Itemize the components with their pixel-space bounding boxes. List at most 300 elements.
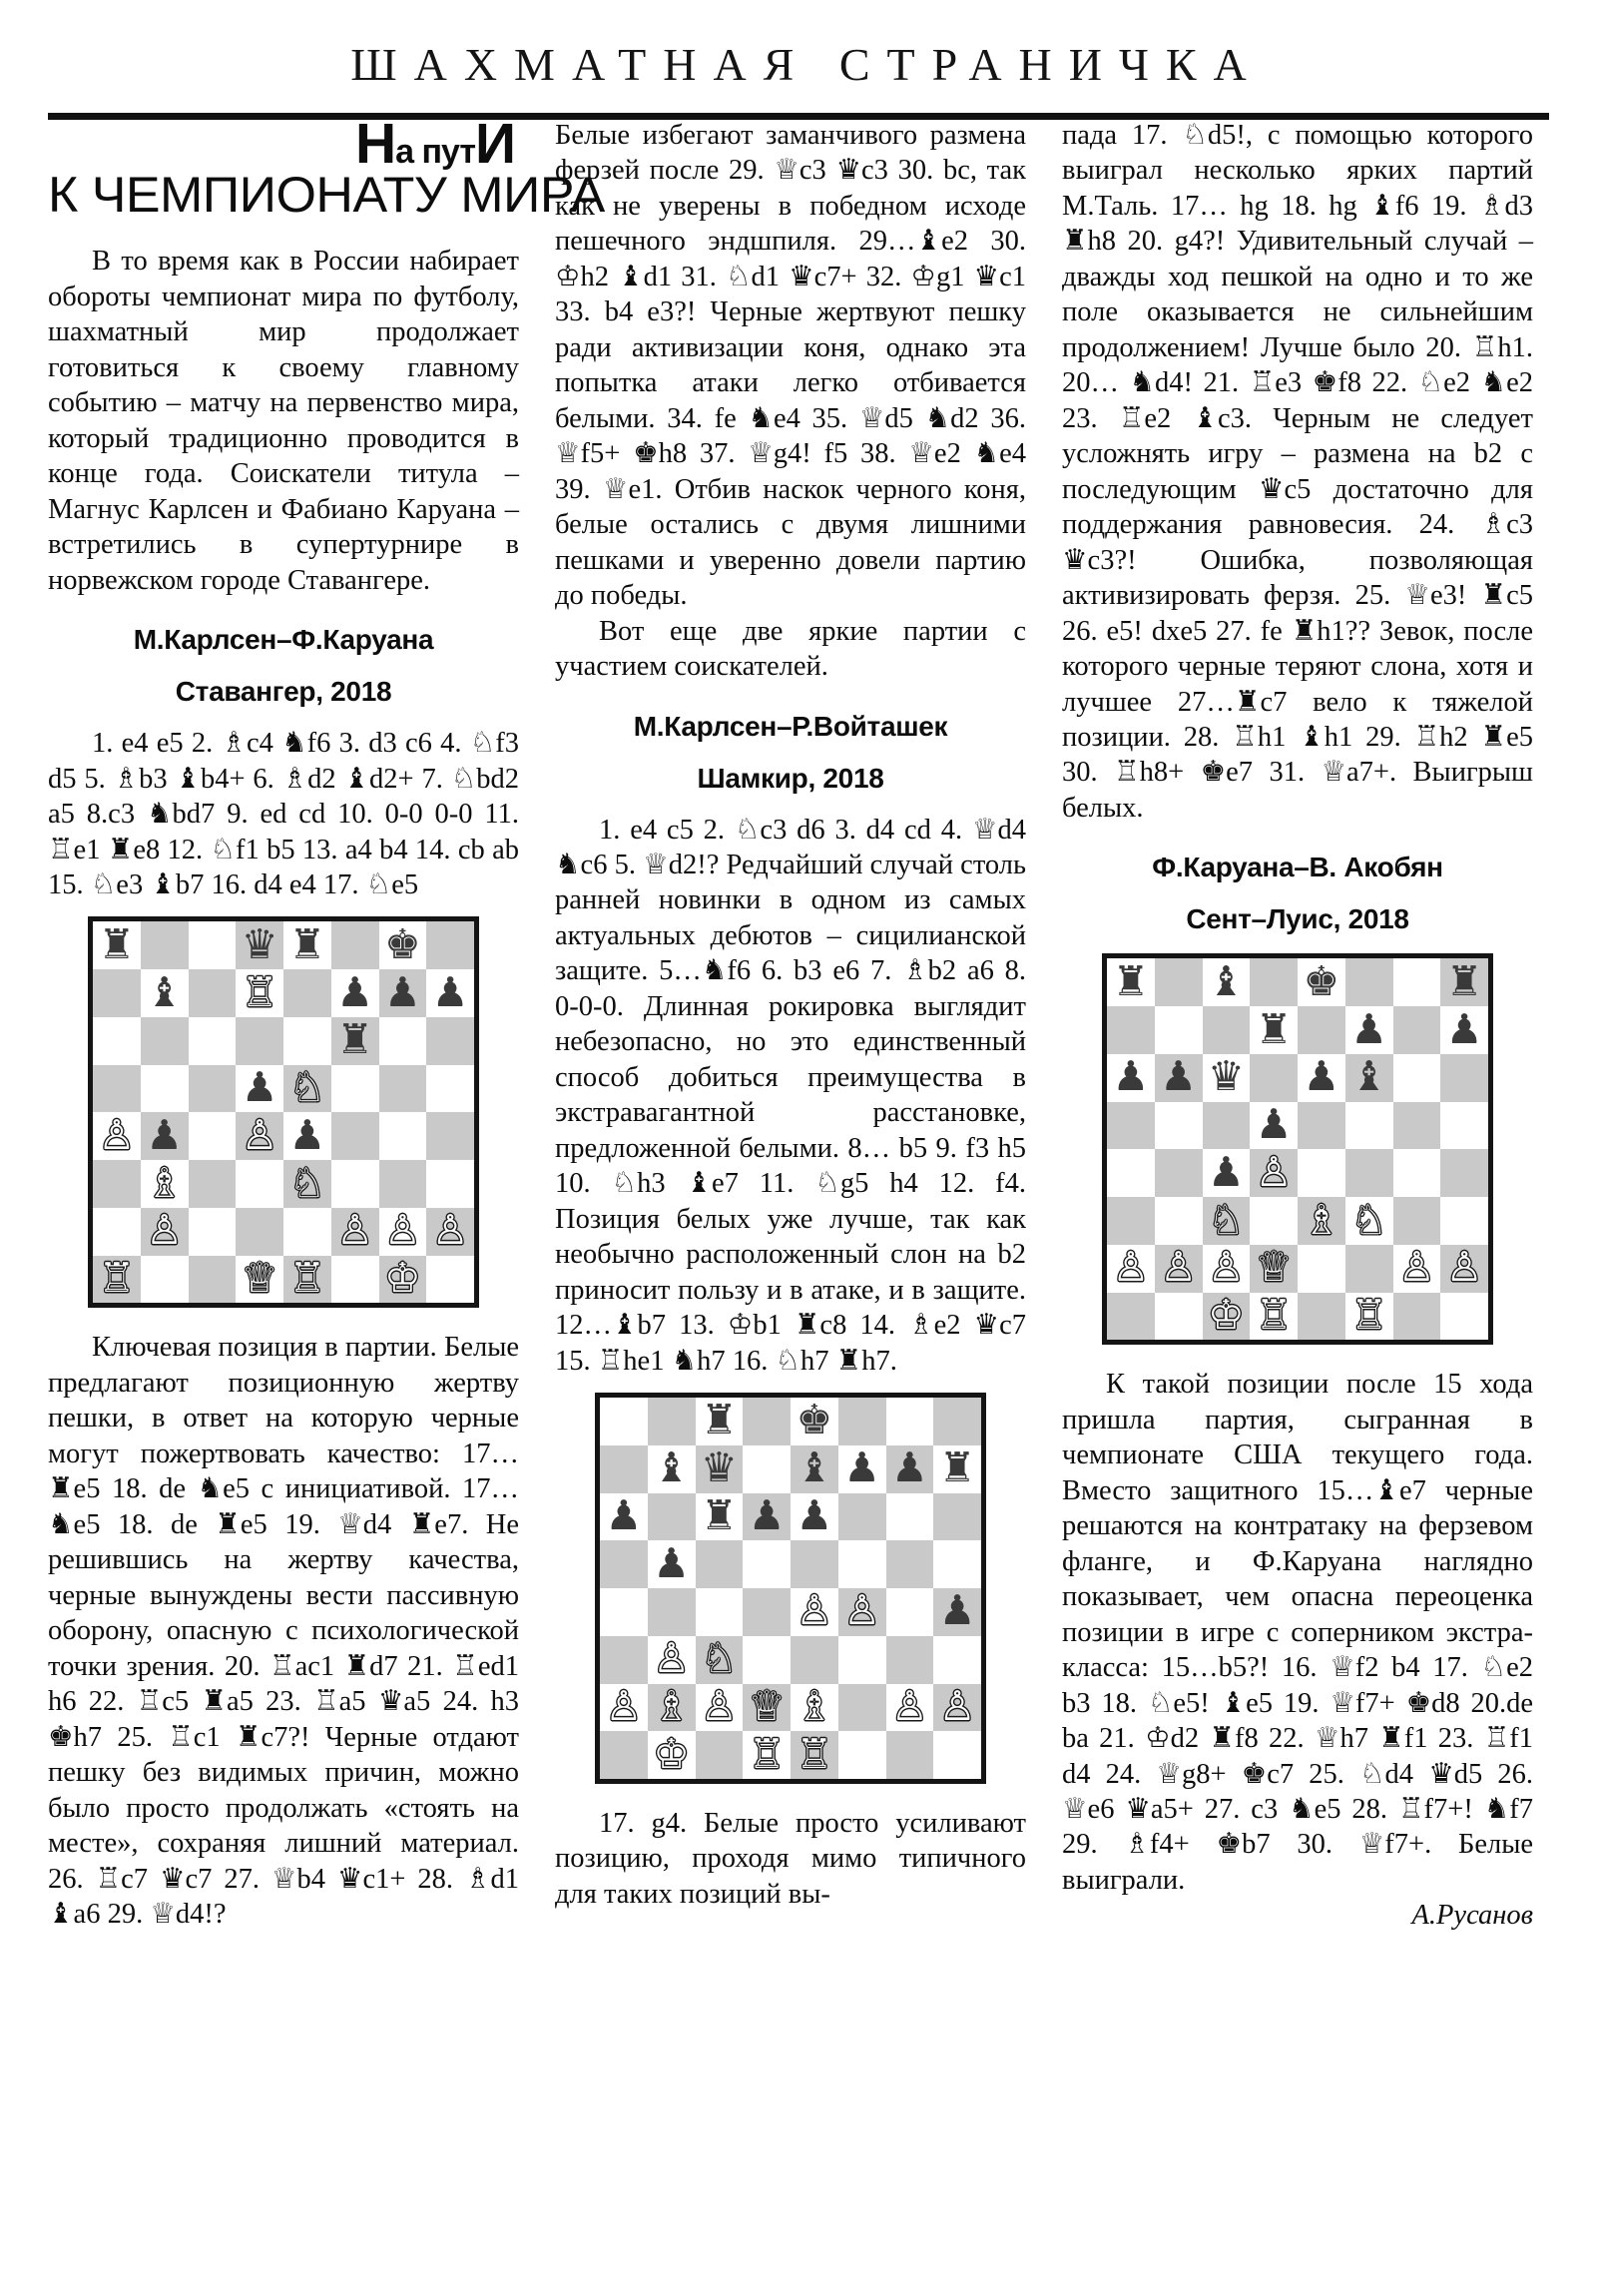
square-b3 bbox=[141, 1160, 189, 1208]
square-f8 bbox=[1345, 958, 1393, 1006]
black-pawn-icon: ♟ bbox=[1112, 1053, 1150, 1101]
page-title: ШАХМАТНАЯ СТРАНИЧКА bbox=[350, 39, 1264, 90]
square-a4 bbox=[600, 1588, 648, 1636]
square-g4 bbox=[1393, 1149, 1441, 1197]
square-b6 bbox=[141, 1017, 189, 1065]
white-pawn-icon: ♙ bbox=[98, 1112, 136, 1159]
white-pawn-icon: ♙ bbox=[1255, 1149, 1293, 1196]
square-b6 bbox=[648, 1493, 696, 1541]
white-rook-icon: ♖ bbox=[241, 969, 278, 1016]
square-d4 bbox=[236, 1112, 283, 1160]
square-e6 bbox=[1298, 1054, 1345, 1102]
square-a7 bbox=[600, 1445, 648, 1493]
game-1-commentary: Ключевая позиция в партии. Белые предлагают позиционную жертву пешки, в ответ на которую черные могут пожертвовать качество: 17…♜e5 18. de ♞e5 с инициативой. 17…♞e5 18. de ♜e5 19. ♕d4 ♜e7. Не решившись на жертву качества, черные вынуждены вести пассивную оборону, опасную с психологической точки зрения. 20. ♖ac1 ♜d7 21. ♖ed1 h6 22. ♖c5 ♜a5 23. ♖a5 ♛a5 24. h3 ♚h7 25. ♖c1 ♜c7?! Черные отдают пешку без видимых причин, можно было просто продолжать «стоять на месте», сохраняя лишний материал. 26. ♖c7 ♛c7 27. ♕b4 ♛c1+ 28. ♗d1 ♝a6 29. ♕d4!? bbox=[48, 1332, 519, 1930]
square-f3 bbox=[838, 1636, 886, 1684]
black-bishop-icon: ♝ bbox=[1207, 958, 1245, 1005]
square-g7 bbox=[886, 1445, 934, 1493]
square-f1 bbox=[331, 1256, 379, 1304]
square-f6 bbox=[331, 1017, 379, 1065]
article-headline bbox=[48, 112, 605, 224]
square-h4 bbox=[426, 1112, 474, 1160]
black-queen-icon: ♛ bbox=[1207, 1053, 1245, 1101]
square-b2 bbox=[141, 1208, 189, 1256]
square-c8 bbox=[189, 921, 237, 969]
square-b1 bbox=[141, 1256, 189, 1304]
square-a6 bbox=[600, 1493, 648, 1541]
white-king-icon: ♔ bbox=[1207, 1292, 1245, 1339]
square-a4 bbox=[93, 1112, 141, 1160]
square-d8 bbox=[743, 1398, 791, 1445]
black-pawn-icon: ♟ bbox=[1255, 1101, 1293, 1148]
square-g5 bbox=[379, 1065, 427, 1113]
black-pawn-icon: ♟ bbox=[1445, 1006, 1483, 1053]
square-e1 bbox=[283, 1256, 331, 1304]
square-g6 bbox=[379, 1017, 427, 1065]
game-2-commentary: 17. g4. Белые просто усиливают позицию, проходя мимо типичного для таких позиций вы- bbox=[555, 1808, 1026, 1910]
square-a1 bbox=[600, 1731, 648, 1779]
black-pawn-icon: ♟ bbox=[241, 1064, 278, 1112]
square-c8 bbox=[1203, 958, 1251, 1006]
square-c8 bbox=[696, 1398, 744, 1445]
square-f2 bbox=[331, 1208, 379, 1256]
square-b5 bbox=[141, 1065, 189, 1113]
square-g5 bbox=[886, 1540, 934, 1588]
square-b5 bbox=[1155, 1102, 1203, 1150]
masthead bbox=[0, 0, 1597, 97]
square-g8 bbox=[1393, 958, 1441, 1006]
square-e2 bbox=[1298, 1245, 1345, 1293]
square-d6 bbox=[743, 1493, 791, 1541]
square-c5 bbox=[696, 1540, 744, 1588]
square-e8 bbox=[1298, 958, 1345, 1006]
white-queen-icon: ♕ bbox=[1255, 1244, 1293, 1292]
square-f5 bbox=[331, 1065, 379, 1113]
square-g6 bbox=[886, 1493, 934, 1541]
square-a5 bbox=[600, 1540, 648, 1588]
square-h3 bbox=[933, 1636, 981, 1684]
game-2-players: М.Карлсен–Р.Войташек bbox=[633, 710, 948, 742]
white-pawn-icon: ♙ bbox=[700, 1683, 738, 1730]
white-pawn-icon: ♙ bbox=[1445, 1244, 1483, 1292]
square-d3 bbox=[743, 1636, 791, 1684]
square-c7 bbox=[189, 969, 237, 1017]
column-1 bbox=[48, 112, 605, 2286]
black-queen-icon: ♛ bbox=[700, 1444, 738, 1492]
square-g1 bbox=[886, 1731, 934, 1779]
black-pawn-icon: ♟ bbox=[1207, 1149, 1245, 1196]
white-bishop-icon: ♗ bbox=[796, 1683, 833, 1730]
headline-char-i: И bbox=[475, 112, 515, 176]
black-pawn-icon: ♟ bbox=[605, 1492, 643, 1539]
square-a8 bbox=[1107, 958, 1155, 1006]
square-e2 bbox=[283, 1208, 331, 1256]
black-bishop-icon: ♝ bbox=[146, 969, 183, 1016]
square-a6 bbox=[1107, 1054, 1155, 1102]
black-pawn-icon: ♟ bbox=[383, 969, 421, 1016]
white-queen-icon: ♕ bbox=[748, 1683, 786, 1730]
square-d2 bbox=[236, 1208, 283, 1256]
square-h1 bbox=[1440, 1293, 1488, 1341]
game-2-commentary-continued: пада 17. ♘d5!, с помощью которого выиграл несколько ярких партий М.Таль. 17… hg 18. hg ♝f6 19. ♗d3 ♜h8 20. g4?! Удивительный случай – дважды ход пешкой на одно и то же поле оказывается не сильнейшим продолжением! Лучше было 20. ♖h1. 20… ♞d4! 21. ♖e3 ♚f8 22. ♘e2 ♞e2 23. ♖e2 ♝c3. Черным не следует усложнять игру – размена на b2 с последующим ♛c5 достаточно для поддержания равновесия. 24. ♗c3 ♛c3?! Ошибка, позволяющая активизировать ферзя. 25. ♕e3! ♜c5 26. e5! dxe5 27. fe ♜h1?? Зевок, после которого черные теряют слона, хотя и лучшее 27…♜c7 вело к тяжелой позиции. 28. ♖h1 ♝h1 29. ♖h2 ♜e5 30. ♖h8+ ♚e7 31. ♕a7+. Выигрыш белых. bbox=[1062, 120, 1533, 824]
game-1-players: М.Карлсен–Ф.Каруана bbox=[133, 624, 434, 656]
square-e1 bbox=[1298, 1293, 1345, 1341]
black-king-icon: ♚ bbox=[383, 921, 421, 968]
square-h6 bbox=[1440, 1054, 1488, 1102]
square-e7 bbox=[283, 969, 331, 1017]
black-bishop-icon: ♝ bbox=[653, 1444, 690, 1492]
game-1-moves: 1. e4 e5 2. ♗c4 ♞f6 3. d3 c6 4. ♘f3 d5 5. ♗b3 ♝b4+ 6. ♗d2 ♝d2+ 7. ♘bd2 a5 8.c3 ♞bd7 9. ed cd 10. 0-0 0-0 11. ♖e1 ♜e8 12. ♘f1 b5 13. a4 b4 14. cb ab 15. ♘e3 ♝b7 16. d4 e4 17. ♘e5 bbox=[48, 728, 519, 900]
square-e4 bbox=[791, 1588, 838, 1636]
square-h4 bbox=[933, 1588, 981, 1636]
square-g6 bbox=[1393, 1054, 1441, 1102]
square-d2 bbox=[743, 1684, 791, 1732]
black-rook-icon: ♜ bbox=[1445, 958, 1483, 1005]
square-c1 bbox=[1203, 1293, 1251, 1341]
square-b4 bbox=[1155, 1149, 1203, 1197]
square-a5 bbox=[1107, 1102, 1155, 1150]
white-pawn-icon: ♙ bbox=[1112, 1244, 1150, 1292]
square-a6 bbox=[93, 1017, 141, 1065]
black-bishop-icon: ♝ bbox=[796, 1444, 833, 1492]
square-f8 bbox=[838, 1398, 886, 1445]
square-f3 bbox=[331, 1160, 379, 1208]
square-g3 bbox=[379, 1160, 427, 1208]
square-e7 bbox=[791, 1445, 838, 1493]
black-rook-icon: ♜ bbox=[1112, 958, 1150, 1005]
chess-diagram-1 bbox=[88, 916, 479, 1308]
square-a5 bbox=[93, 1065, 141, 1113]
headline-line-2: К ЧЕМПИОНАТУ МИРА bbox=[48, 167, 605, 224]
square-b4 bbox=[141, 1112, 189, 1160]
square-c3 bbox=[1203, 1197, 1251, 1245]
square-a8 bbox=[600, 1398, 648, 1445]
square-g7 bbox=[1393, 1006, 1441, 1054]
square-h8 bbox=[1440, 958, 1488, 1006]
white-pawn-icon: ♙ bbox=[1207, 1244, 1245, 1292]
square-e8 bbox=[283, 921, 331, 969]
square-d8 bbox=[1250, 958, 1298, 1006]
square-h8 bbox=[426, 921, 474, 969]
black-pawn-icon: ♟ bbox=[938, 1588, 976, 1635]
square-c6 bbox=[1203, 1054, 1251, 1102]
square-e4 bbox=[283, 1112, 331, 1160]
bridge-paragraph: Вот еще две яркие партии с участием соискателей. bbox=[555, 615, 1026, 683]
white-pawn-icon: ♙ bbox=[431, 1207, 469, 1255]
square-b6 bbox=[1155, 1054, 1203, 1102]
white-rook-icon: ♖ bbox=[748, 1731, 786, 1778]
square-f4 bbox=[838, 1588, 886, 1636]
square-e3 bbox=[283, 1160, 331, 1208]
white-rook-icon: ♖ bbox=[98, 1255, 136, 1303]
white-king-icon: ♔ bbox=[653, 1731, 690, 1778]
square-d3 bbox=[1250, 1197, 1298, 1245]
square-h5 bbox=[933, 1540, 981, 1588]
white-rook-icon: ♖ bbox=[1350, 1292, 1387, 1339]
square-c6 bbox=[189, 1017, 237, 1065]
column-3 bbox=[1062, 118, 1533, 2286]
square-c4 bbox=[696, 1588, 744, 1636]
square-f1 bbox=[1345, 1293, 1393, 1341]
square-h5 bbox=[1440, 1102, 1488, 1150]
square-g8 bbox=[379, 921, 427, 969]
white-pawn-icon: ♙ bbox=[1397, 1244, 1435, 1292]
black-king-icon: ♚ bbox=[1303, 958, 1340, 1005]
square-e5 bbox=[283, 1065, 331, 1113]
square-a3 bbox=[93, 1160, 141, 1208]
white-knight-icon: ♘ bbox=[288, 1064, 326, 1112]
square-c2 bbox=[696, 1684, 744, 1732]
white-pawn-icon: ♙ bbox=[336, 1207, 373, 1255]
square-h7 bbox=[933, 1445, 981, 1493]
square-h2 bbox=[933, 1684, 981, 1732]
square-a4 bbox=[1107, 1149, 1155, 1197]
white-bishop-icon: ♗ bbox=[653, 1683, 690, 1730]
white-rook-icon: ♖ bbox=[1255, 1292, 1293, 1339]
square-a1 bbox=[1107, 1293, 1155, 1341]
square-a2 bbox=[600, 1684, 648, 1732]
square-g4 bbox=[886, 1588, 934, 1636]
black-pawn-icon: ♟ bbox=[336, 969, 373, 1016]
square-h5 bbox=[426, 1065, 474, 1113]
black-rook-icon: ♜ bbox=[700, 1492, 738, 1539]
square-e3 bbox=[791, 1636, 838, 1684]
game-1-commentary-continued: Белые избегают заманчивого размена ферзей после 29. ♕c3 ♛c3 30. bc, так как не уверены в победном исходе пешечного эндшпиля. 29…♝e2 30. ♔h2 ♝d1 31. ♘d1 ♛c7+ 32. ♔g1 ♛c1 33. b4 e3?! Черные жертвуют пешку ради активизации коня, однако эта попытка атаки легко отбивается белыми. 34. fe ♞e4 35. ♕d5 ♞d2 36. ♕f5+ ♚h8 37. ♕g4! f5 38. ♕e2 ♞e4 39. ♕e1. Отбив наскок черного коня, белые остались с двумя лишними пешками и уверенно довели партию до победы. bbox=[555, 120, 1026, 612]
square-c4 bbox=[189, 1112, 237, 1160]
square-b1 bbox=[1155, 1293, 1203, 1341]
square-h8 bbox=[933, 1398, 981, 1445]
square-g1 bbox=[379, 1256, 427, 1304]
game-3-commentary: К такой позиции после 15 хода пришла партия, сыгранная в чемпионате США текущего года. Вместо защитного 15…♝e7 черные решаются на контратаку на ферзевом фланге, и Ф.Каруана наглядно показывает, чем опасна переоценка позиции в игре с соперником экстра-класса: 15…b5?! 16. ♕f2 b4 17. ♘e2 b3 18. ♘e5! ♝e5 19. ♕f7+ ♚d8 20.de ba 21. ♔d2 ♜f8 22. ♕h7 ♜f1 23. ♖f1 d4 24. ♕g8+ ♚c7 25. ♘d4 ♛d5 26. ♕e6 ♛a5+ 27. c3 ♞e5 28. ♖f7+! ♞f7 29. ♗f4+ ♚b7 30. ♕f7+. Белые выиграли. bbox=[1062, 1369, 1534, 1896]
board-2-wrap bbox=[555, 1393, 1026, 1784]
black-pawn-icon: ♟ bbox=[146, 1112, 183, 1159]
square-b7 bbox=[648, 1445, 696, 1493]
square-d7 bbox=[743, 1445, 791, 1493]
square-a1 bbox=[93, 1256, 141, 1304]
square-h3 bbox=[426, 1160, 474, 1208]
square-a2 bbox=[1107, 1245, 1155, 1293]
white-knight-icon: ♘ bbox=[288, 1160, 326, 1207]
square-h7 bbox=[1440, 1006, 1488, 1054]
square-d1 bbox=[1250, 1293, 1298, 1341]
square-e5 bbox=[791, 1540, 838, 1588]
white-bishop-icon: ♗ bbox=[1303, 1197, 1340, 1244]
white-pawn-icon: ♙ bbox=[1160, 1244, 1197, 1292]
square-g7 bbox=[379, 969, 427, 1017]
square-e6 bbox=[791, 1493, 838, 1541]
square-d5 bbox=[743, 1540, 791, 1588]
author-signature: А.Русанов bbox=[1411, 1900, 1533, 1932]
white-pawn-icon: ♙ bbox=[938, 1683, 976, 1730]
white-pawn-icon: ♙ bbox=[796, 1588, 833, 1635]
black-bishop-icon: ♝ bbox=[1350, 1053, 1387, 1101]
square-f2 bbox=[838, 1684, 886, 1732]
square-d7 bbox=[236, 969, 283, 1017]
headline-word-aputi: а пут bbox=[395, 133, 476, 171]
game-2-event: Шамкир, 2018 bbox=[697, 762, 884, 794]
black-rook-icon: ♜ bbox=[938, 1444, 976, 1492]
black-king-icon: ♚ bbox=[796, 1398, 833, 1444]
square-g3 bbox=[886, 1636, 934, 1684]
square-g8 bbox=[886, 1398, 934, 1445]
white-pawn-icon: ♙ bbox=[241, 1112, 278, 1159]
headline-char-n: Н bbox=[354, 112, 396, 176]
square-d4 bbox=[1250, 1149, 1298, 1197]
square-f7 bbox=[331, 969, 379, 1017]
white-queen-icon: ♕ bbox=[241, 1255, 278, 1303]
white-pawn-icon: ♙ bbox=[605, 1683, 643, 1730]
square-b3 bbox=[1155, 1197, 1203, 1245]
square-c1 bbox=[696, 1731, 744, 1779]
square-b7 bbox=[141, 969, 189, 1017]
square-h1 bbox=[426, 1256, 474, 1304]
black-pawn-icon: ♟ bbox=[748, 1492, 786, 1539]
square-c2 bbox=[1203, 1245, 1251, 1293]
square-c7 bbox=[1203, 1006, 1251, 1054]
square-e3 bbox=[1298, 1197, 1345, 1245]
square-g4 bbox=[379, 1112, 427, 1160]
white-knight-icon: ♘ bbox=[700, 1635, 738, 1683]
square-f6 bbox=[1345, 1054, 1393, 1102]
white-pawn-icon: ♙ bbox=[843, 1588, 880, 1635]
square-h6 bbox=[426, 1017, 474, 1065]
white-pawn-icon: ♙ bbox=[653, 1635, 690, 1683]
square-h2 bbox=[426, 1208, 474, 1256]
black-pawn-icon: ♟ bbox=[1160, 1053, 1197, 1101]
black-pawn-icon: ♟ bbox=[796, 1492, 833, 1539]
black-rook-icon: ♜ bbox=[98, 921, 136, 968]
square-b2 bbox=[648, 1684, 696, 1732]
square-f6 bbox=[838, 1493, 886, 1541]
square-d2 bbox=[1250, 1245, 1298, 1293]
square-f3 bbox=[1345, 1197, 1393, 1245]
square-a8 bbox=[93, 921, 141, 969]
white-rook-icon: ♖ bbox=[796, 1731, 833, 1778]
square-a3 bbox=[1107, 1197, 1155, 1245]
square-b5 bbox=[648, 1540, 696, 1588]
square-d4 bbox=[743, 1588, 791, 1636]
square-b1 bbox=[648, 1731, 696, 1779]
square-b7 bbox=[1155, 1006, 1203, 1054]
square-b8 bbox=[1155, 958, 1203, 1006]
square-f1 bbox=[838, 1731, 886, 1779]
black-rook-icon: ♜ bbox=[700, 1398, 738, 1444]
square-b8 bbox=[648, 1398, 696, 1445]
square-c4 bbox=[1203, 1149, 1251, 1197]
white-pawn-icon: ♙ bbox=[383, 1207, 421, 1255]
white-rook-icon: ♖ bbox=[288, 1255, 326, 1303]
square-f8 bbox=[331, 921, 379, 969]
square-g2 bbox=[379, 1208, 427, 1256]
white-bishop-icon: ♗ bbox=[146, 1160, 183, 1207]
square-e5 bbox=[1298, 1102, 1345, 1150]
board-3-wrap bbox=[1062, 953, 1533, 1345]
game-3-event: Сент–Луис, 2018 bbox=[1186, 903, 1409, 935]
square-c1 bbox=[189, 1256, 237, 1304]
square-h3 bbox=[1440, 1197, 1488, 1245]
game-3-players: Ф.Каруана–В. Акобян bbox=[1152, 852, 1443, 883]
black-pawn-icon: ♟ bbox=[1303, 1053, 1340, 1101]
square-h4 bbox=[1440, 1149, 1488, 1197]
black-rook-icon: ♜ bbox=[288, 921, 326, 968]
chess-diagram-2 bbox=[595, 1393, 986, 1784]
white-king-icon: ♔ bbox=[383, 1255, 421, 1303]
square-b3 bbox=[648, 1636, 696, 1684]
square-g1 bbox=[1393, 1293, 1441, 1341]
square-d5 bbox=[236, 1065, 283, 1113]
square-b2 bbox=[1155, 1245, 1203, 1293]
white-pawn-icon: ♙ bbox=[146, 1207, 183, 1255]
square-e8 bbox=[791, 1398, 838, 1445]
board-1-wrap bbox=[48, 916, 519, 1308]
square-f5 bbox=[838, 1540, 886, 1588]
square-e6 bbox=[283, 1017, 331, 1065]
black-pawn-icon: ♟ bbox=[653, 1540, 690, 1587]
square-b8 bbox=[141, 921, 189, 969]
square-d1 bbox=[743, 1731, 791, 1779]
square-a7 bbox=[93, 969, 141, 1017]
square-d1 bbox=[236, 1256, 283, 1304]
square-d3 bbox=[236, 1160, 283, 1208]
square-c6 bbox=[696, 1493, 744, 1541]
black-rook-icon: ♜ bbox=[336, 1016, 373, 1064]
white-pawn-icon: ♙ bbox=[890, 1683, 928, 1730]
square-f2 bbox=[1345, 1245, 1393, 1293]
square-g3 bbox=[1393, 1197, 1441, 1245]
square-h6 bbox=[933, 1493, 981, 1541]
black-queen-icon: ♛ bbox=[241, 921, 278, 968]
game-2-moves: 1. e4 c5 2. ♘c3 d6 3. d4 cd 4. ♕d4 ♞c6 5. ♕d2!? Редчайший случай столь ранней новинки в одном из самых актуальных дебютов – сицилианской защите. 5…♞f6 6. b3 e6 7. ♗b2 a6 8. 0-0-0. Длинная рокировка выглядит небезопасно, но это единственный способ добиться преимущества в экстравагантной расстановке, предложенной белыми. 8… b5 9. f3 h5 10. ♘h3 ♝e7 11. ♘g5 h4 12. f4. Позиция белых уже лучше, так как необычно расположенный слон на b2 приносит пользу и в атаке, и в защите. 12…♝b7 13. ♔b1 ♜c8 14. ♗e2 ♛c7 15. ♖he1 ♞h7 16. ♘h7 ♜h7. bbox=[555, 814, 1026, 1377]
square-d6 bbox=[236, 1017, 283, 1065]
game-1-event: Ставангер, 2018 bbox=[175, 676, 392, 708]
square-h7 bbox=[426, 969, 474, 1017]
black-pawn-icon: ♟ bbox=[288, 1112, 326, 1159]
square-g2 bbox=[886, 1684, 934, 1732]
square-e2 bbox=[791, 1684, 838, 1732]
white-knight-icon: ♘ bbox=[1350, 1197, 1387, 1244]
square-g5 bbox=[1393, 1102, 1441, 1150]
square-c3 bbox=[696, 1636, 744, 1684]
square-c7 bbox=[696, 1445, 744, 1493]
square-f4 bbox=[331, 1112, 379, 1160]
square-e1 bbox=[791, 1731, 838, 1779]
square-d8 bbox=[236, 921, 283, 969]
column-2 bbox=[555, 118, 1026, 2286]
square-d6 bbox=[1250, 1054, 1298, 1102]
square-f5 bbox=[1345, 1102, 1393, 1150]
columns-container bbox=[48, 112, 1549, 2286]
intro-paragraph: В то время как в России набирает обороты чемпионат мира по футболу, шахматный мир продолжает готовиться к своему главному событию – матчу на первенство мира, который традиционно проводится в конце года. Соискатели титула – Магнус Карлсен и Фабиано Каруана – встретились в супертурнире в норвежском городе Ставангере. bbox=[48, 246, 519, 596]
square-f7 bbox=[838, 1445, 886, 1493]
black-pawn-icon: ♟ bbox=[890, 1444, 928, 1492]
square-a3 bbox=[600, 1636, 648, 1684]
square-c2 bbox=[189, 1208, 237, 1256]
square-a2 bbox=[93, 1208, 141, 1256]
black-pawn-icon: ♟ bbox=[843, 1444, 880, 1492]
square-f7 bbox=[1345, 1006, 1393, 1054]
white-knight-icon: ♘ bbox=[1207, 1197, 1245, 1244]
square-f4 bbox=[1345, 1149, 1393, 1197]
headline-line-1 bbox=[48, 112, 519, 176]
square-e7 bbox=[1298, 1006, 1345, 1054]
square-c3 bbox=[189, 1160, 237, 1208]
square-h2 bbox=[1440, 1245, 1488, 1293]
square-c5 bbox=[189, 1065, 237, 1113]
square-c5 bbox=[1203, 1102, 1251, 1150]
chess-diagram-3 bbox=[1102, 953, 1493, 1345]
square-d7 bbox=[1250, 1006, 1298, 1054]
square-e4 bbox=[1298, 1149, 1345, 1197]
black-pawn-icon: ♟ bbox=[1350, 1006, 1387, 1053]
